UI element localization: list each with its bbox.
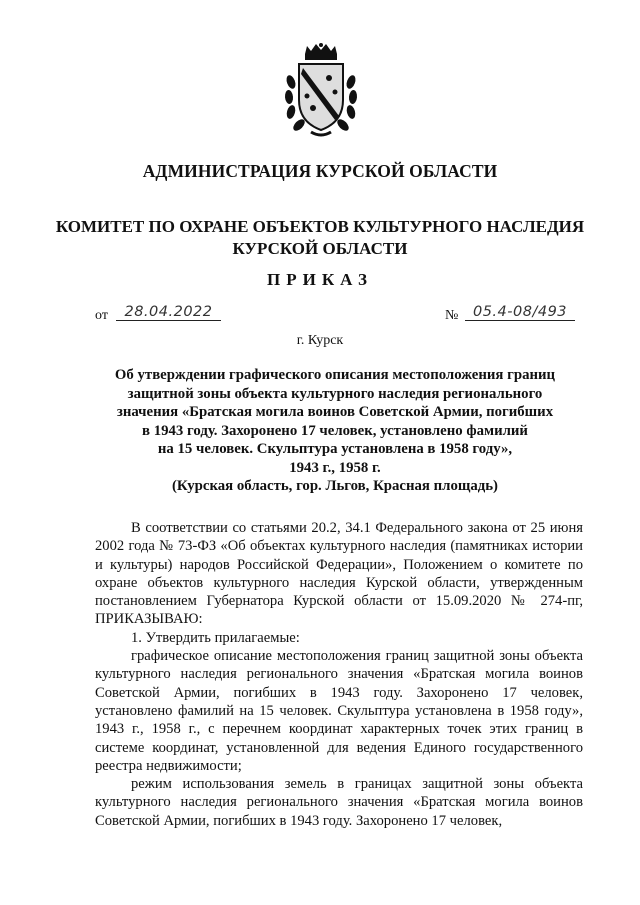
administration-heading: АДМИНИСТРАЦИЯ КУРСКОЙ ОБЛАСТИ [142,161,498,181]
body-paragraph: 1. Утвердить прилагаемые: [131,629,300,646]
date-label: от [95,308,108,323]
city: г. Курск [296,333,344,348]
document-body [95,519,583,830]
title-line: значения «Братская могила воинов Советской Армии, погибших [116,404,554,420]
coat-of-arms-icon [283,42,359,140]
date-value: 28.04.2022 [116,304,221,321]
title-line: защитной зоны объекта культурного наследия регионального [127,385,543,402]
committee-heading-line1: КОМИТЕТ ПО ОХРАНЕ ОБЪЕКТОВ КУЛЬТУРНОГО НАСЛЕДИЯ [55,217,585,236]
document-type: ПРИКАЗ [267,270,373,289]
document-title [95,366,575,496]
title-line: Об утверждении графического описания местоположения границ [114,367,556,383]
committee-heading-line2: КУРСКОЙ ОБЛАСТИ [232,239,408,258]
committee-heading [0,216,640,260]
title-line: (Курская область, гор. Льгов, Красная площадь) [172,478,498,494]
number-label: № [445,308,459,323]
title-line: в 1943 году. Захоронено 17 человек, установлено фамилий [142,422,528,439]
title-line: 1943 г., 1958 г. [289,459,381,476]
body-paragraph: графическое описание местоположения границ защитной зоны объекта культурного наследия регионального значения «Братская могила воинов Советской Армии, погибших в 1943 году. Захоронено 17 человек, установлено фамилий на 15 человек. Скульптура установлена в 1958 году», 1943 г., 1958 г., с перечнем координат характерных точек этих границ в системе координат, установленной для ведения Единого государственного реестра недвижимости; [95,648,583,774]
number-value: 05.4-08/493 [465,304,575,321]
date-number-row [95,306,575,328]
title-line: на 15 человек. Скульптура установлена в 1958 году», [157,441,513,457]
body-paragraph: В соответствии со статьями 20.2, 34.1 Федерального закона от 25 июня 2002 года № 73-ФЗ «Об объектах культурного наследия (памятниках истории и культуры) народов Российской Федерации», Положением о комитете по охране объектов культурного наследия Курской области, утвержденным постановлением Губернатора Курской области от 15.09.2020 № 274-пг, ПРИКАЗЫВАЮ: [95,520,583,628]
body-paragraph: режим использования земель в границах защитной зоны объекта культурного наследия регионального значения «Братская могила воинов Советской Армии, погибших в 1943 году. Захоронено 17 человек, [95,776,583,829]
